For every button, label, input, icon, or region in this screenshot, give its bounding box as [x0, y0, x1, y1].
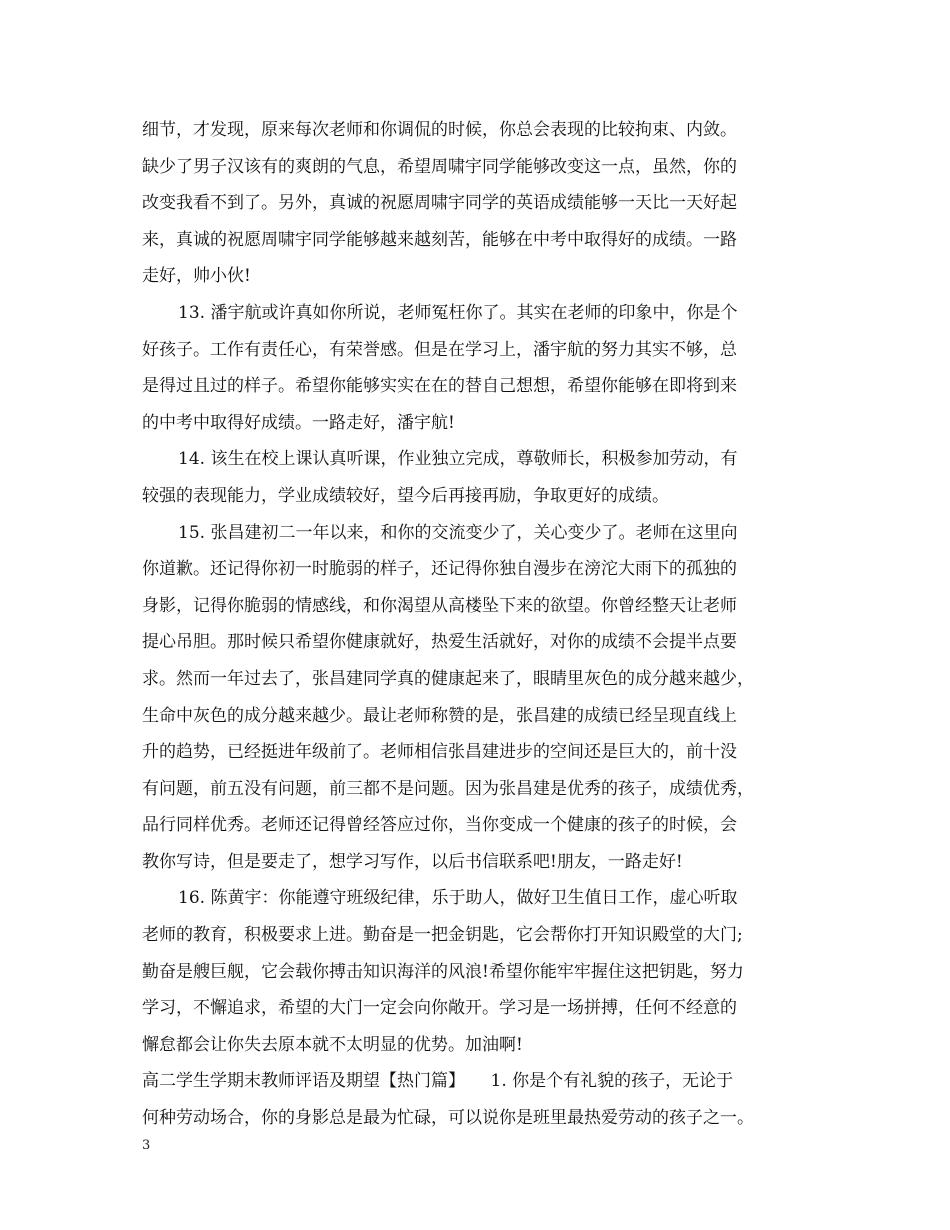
- text-line: 品行同样优秀。老师还记得曾经答应过你，当你变成一个健康的孩子的时候，会: [142, 815, 737, 836]
- text-line: 生命中灰色的成分越来越少。最让老师称赞的是，张昌建的成绩已经呈现直线上: [142, 705, 737, 726]
- text-line: 何种劳动场合，你的身影总是最为忙碌，可以说你是班里最热爱劳动的孩子之一。: [142, 1108, 754, 1129]
- text-line: 提心吊胆。那时候只希望你健康就好，热爱生活就好，对你的成绩不会提半点要: [142, 632, 737, 653]
- page-number: 3: [142, 1138, 151, 1153]
- text-line: 勤奋是艘巨舰，它会载你搏击知识海洋的风浪!希望你能牢牢握住这把钥匙，努力: [142, 961, 744, 982]
- text-line: 升的趋势，已经挺进年级前了。老师相信张昌建进步的空间还是巨大的，前十没: [142, 742, 737, 763]
- text-line: 你道歉。还记得你初一时脆弱的样子，还记得你独自漫步在滂沱大雨下的孤独的: [142, 559, 737, 580]
- document-body: [142, 112, 810, 1137]
- text-line: 教你写诗，但是要走了，想学习写作，以后书信联系吧!朋友，一路走好!: [142, 851, 683, 872]
- text-line: 改变我看不到了。另外，真诚的祝愿周啸宇同学的英语成绩能够一天比一天好起: [142, 193, 737, 214]
- paragraph-start-16: 16. 陈黄宇：你能遵守班级纪律，乐于助人，做好卫生值日工作，虚心听取: [178, 888, 738, 909]
- paragraph-start-14: 14. 该生在校上课认真听课，作业独立完成，尊敬师长，积极参加劳动，有: [178, 449, 738, 470]
- text-line: 来，真诚的祝愿周啸宇同学能够越来越刻苦，能够在中考中取得好的成绩。一路: [142, 229, 737, 250]
- text-line: 好孩子。工作有责任心，有荣誉感。但是在学习上，潘宇航的努力其实不够，总: [142, 339, 737, 360]
- text-line: 是得过且过的样子。希望你能够实实在在的替自己想想，希望你能够在即将到来: [142, 376, 737, 397]
- section-heading-line: 高二学生学期末教师评语及期望【热门篇】 1. 你是个有礼貌的孩子，无论于: [142, 1071, 734, 1092]
- text-line: 较强的表现能力，学业成绩较好，望今后再接再励，争取更好的成绩。: [142, 485, 669, 506]
- text-line: 的中考中取得好成绩。一路走好，潘宇航!: [142, 412, 455, 433]
- text-line: 有问题，前五没有问题，前三都不是问题。因为张昌建是优秀的孩子，成绩优秀，: [142, 778, 754, 799]
- paragraph-start-15: 15. 张昌建初二一年以来，和你的交流变少了，关心变少了。老师在这里向: [178, 522, 738, 543]
- text-line: 学习，不懈追求，希望的大门一定会向你敞开。学习是一场拼搏，任何不经意的: [142, 998, 737, 1019]
- text-line: 求。然而一年过去了，张昌建同学真的健康起来了，眼睛里灰色的成分越来越少，: [142, 668, 754, 689]
- text-line: 懈怠都会让你失去原本就不太明显的优势。加油啊!: [142, 1034, 523, 1055]
- paragraph-start-13: 13. 潘宇航或许真如你所说，老师冤枉你了。其实在老师的印象中，你是个: [178, 302, 738, 323]
- text-line: 缺少了男子汉该有的爽朗的气息，希望周啸宇同学能够改变这一点，虽然，你的: [142, 156, 737, 177]
- text-line: 老师的教育，积极要求上进。勤奋是一把金钥匙，它会帮你打开知识殿堂的大门;: [142, 925, 743, 946]
- text-line: 走好，帅小伙!: [142, 266, 251, 287]
- text-line: 身影，记得你脆弱的情感线，和你渴望从高楼坠下来的欲望。你曾经整天让老师: [142, 595, 737, 616]
- text-line: 细节，才发现，原来每次老师和你调侃的时候，你总会表现的比较拘束、内敛。: [142, 120, 737, 140]
